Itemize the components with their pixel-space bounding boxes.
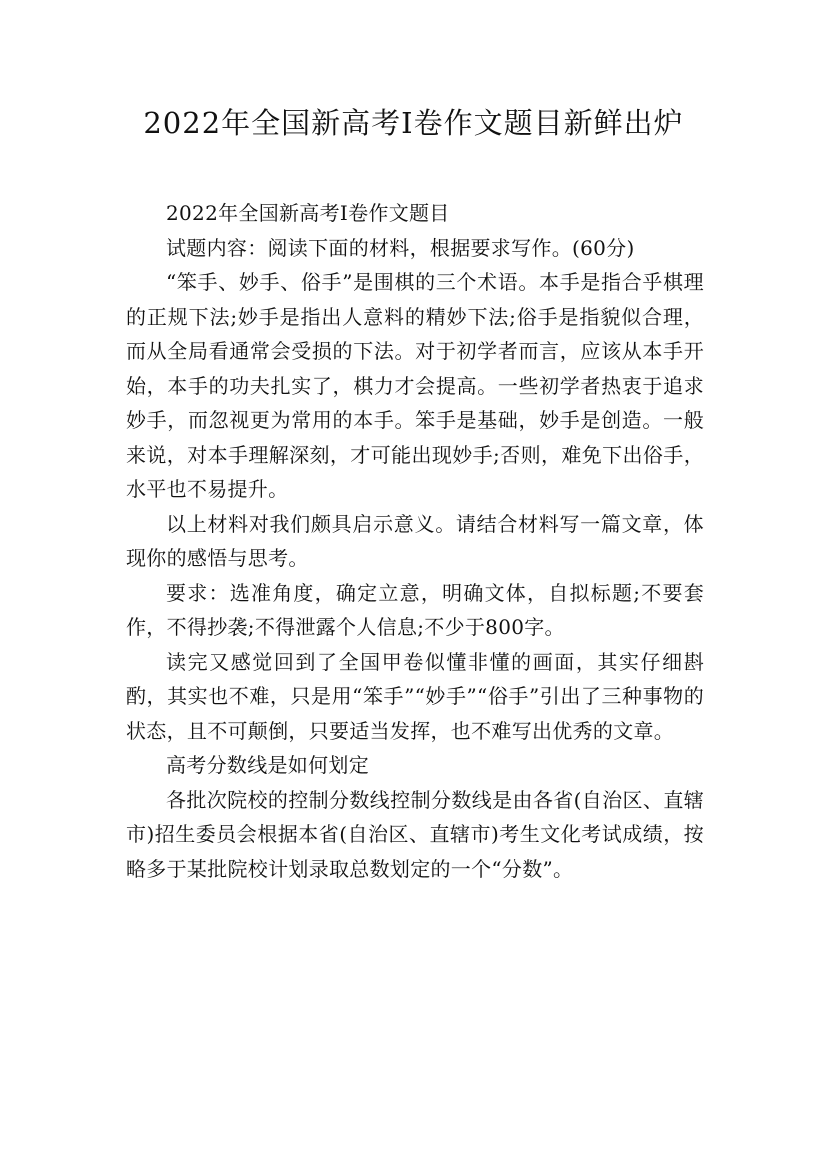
paragraph-exam-heading: 2022年全国新高考Ⅰ卷作文题目 (166, 201, 450, 225)
paragraph-task: 以上材料对我们颇具启示意义。请结合材料写一篇文章，体现你的感悟与思考。 (126, 511, 704, 570)
paragraph-material: “笨手、妙手、俗手”是围棋的三个术语。本手是指合乎棋理的正规下法;妙手是指出人意料的精妙下法;俗手是指貌似合理，而从全局看通常会受损的下法。对于初学者而言，应该从本手开始，本手的功夫扎实了，棋力才会提高。一些初学者热衷于追求妙手，而忽视更为常用的本手。笨手是基础，妙手是创造。一般来说，对本手理解深刻，才可能出现妙手;否则，难免下出俗手，水平也不易提升。 (126, 270, 704, 501)
paragraph-commentary: 读完又感觉回到了全国甲卷似懂非懂的画面，其实仔细斟酌，其实也不难，只是用“笨手”“妙手”“俗手”引出了三种事物的状态，且不可颠倒，只要适当发挥，也不难写出优秀的文章。 (126, 649, 704, 743)
document-title: 2022年全国新高考Ⅰ卷作文题目新鲜出炉 (143, 106, 684, 140)
paragraph-requirements: 要求：选准角度，确定立意，明确文体，自拟标题;不要套作，不得抄袭;不得泄露个人信息;不少于800字。 (126, 580, 704, 639)
document-body (126, 196, 704, 886)
paragraph-exam-instruction: 试题内容：阅读下面的材料，根据要求写作。(60分) (166, 235, 635, 260)
paragraph-score-explanation: 各批次院校的控制分数线控制分数线是由各省(自治区、直辖市)招生委员会根据本省(自治区、直辖市)考生文化考试成绩，按略多于某批院校计划录取总数划定的一个“分数”。 (126, 787, 704, 881)
paragraph-score-heading: 高考分数线是如何划定 (166, 753, 369, 777)
